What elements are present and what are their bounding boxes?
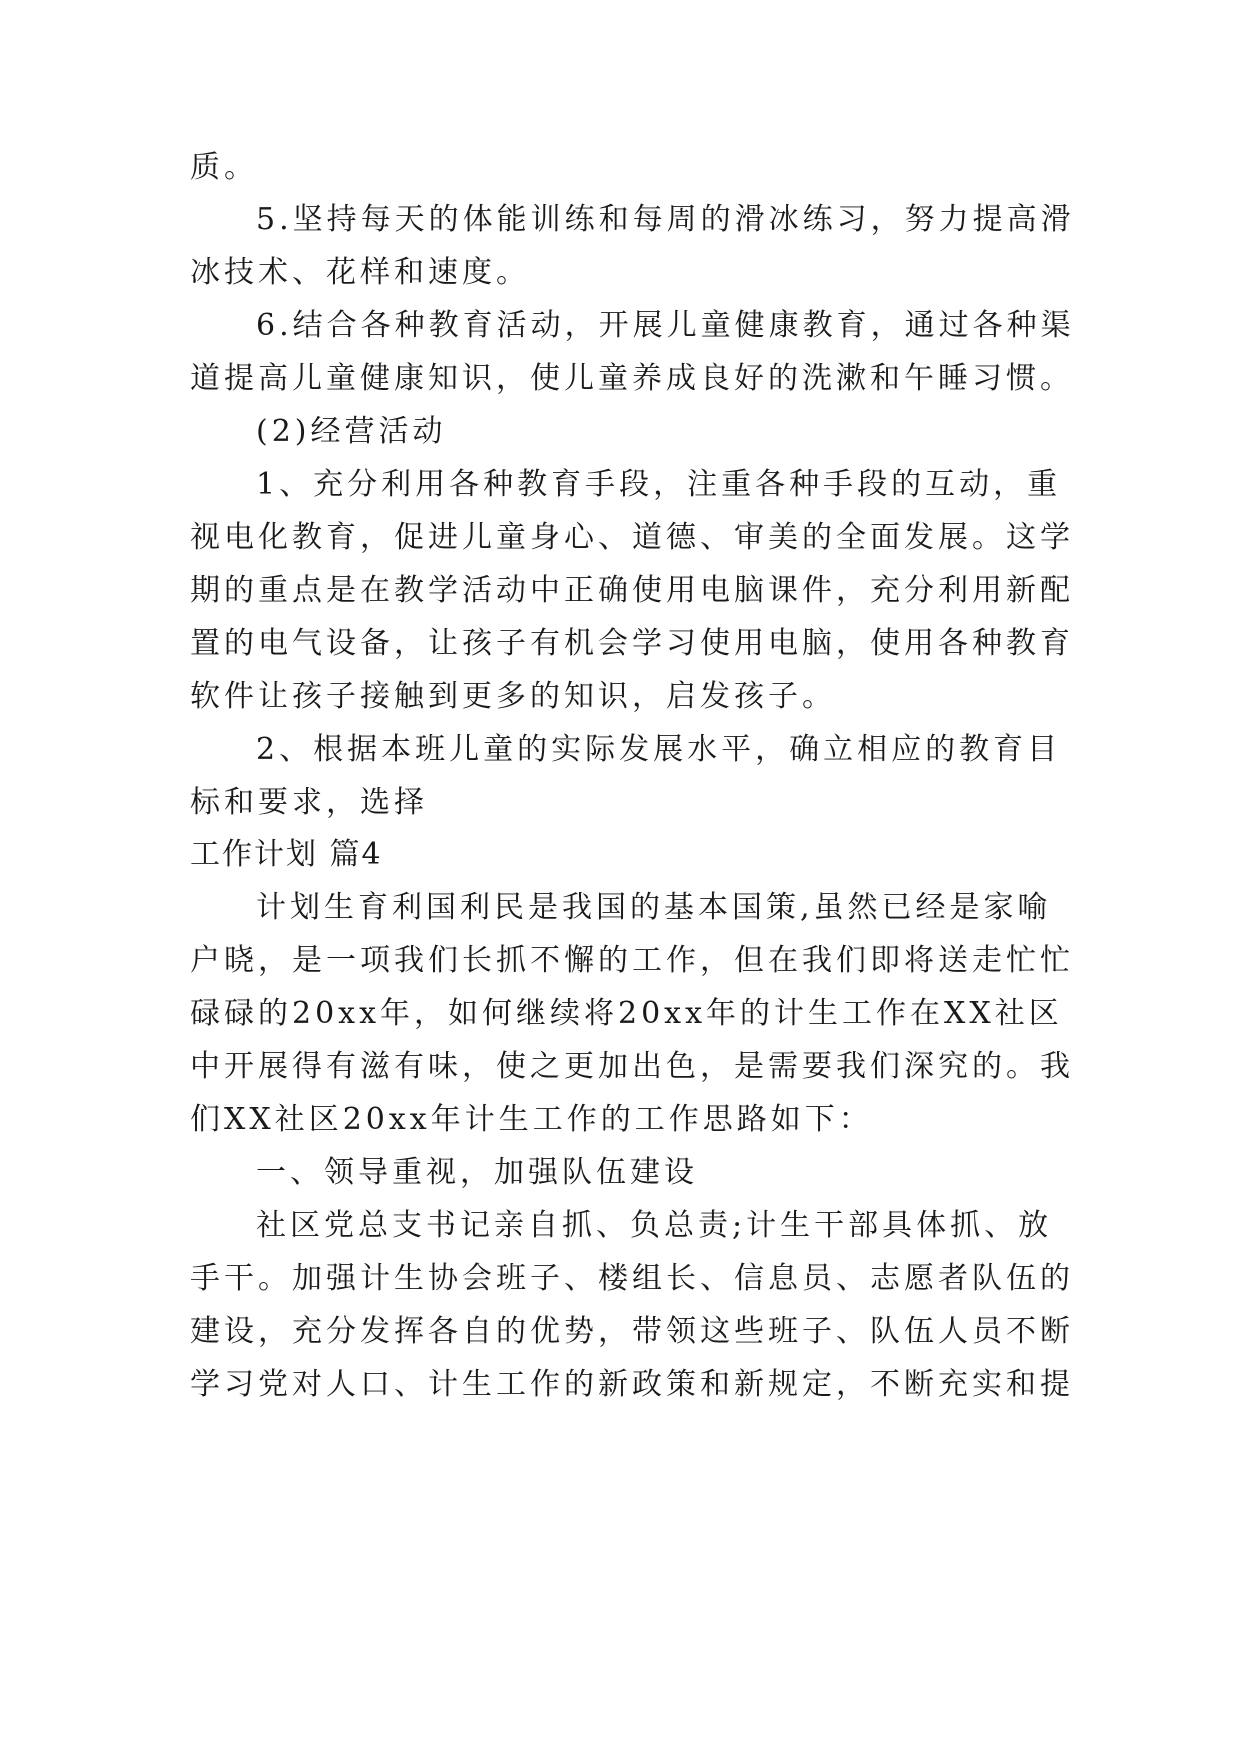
text-line: 手干。加强计生协会班子、楼组长、信息员、志愿者队伍的 — [190, 1261, 1074, 1296]
text-line: 2、根据本班儿童的实际发展水平，确立相应的教育目 — [256, 732, 1062, 767]
text-line: 中开展得有滋有味，使之更加出色，是需要我们深究的。我 — [190, 1049, 1074, 1084]
text-line: 道提高儿童健康知识，使儿童养成良好的洗漱和午睡习惯。 — [190, 361, 1074, 396]
text-line: 学习党对人口、计生工作的新政策和新规定，不断充实和提 — [190, 1367, 1074, 1402]
text-line: 1、充分利用各种教育手段，注重各种手段的互动，重 — [256, 467, 1062, 502]
chapter-title: 工作计划 篇4 — [190, 837, 383, 872]
text-line: 建设，充分发挥各自的优势，带领这些班子、队伍人员不断 — [190, 1314, 1074, 1349]
text-line: 视电化教育，促进儿童身心、道德、审美的全面发展。这学 — [190, 520, 1074, 555]
text-line: 户晓，是一项我们长抓不懈的工作，但在我们即将送走忙忙 — [190, 943, 1074, 978]
text-line: 标和要求，选择 — [190, 785, 428, 820]
text-line: 质。 — [190, 150, 258, 185]
text-line: 软件让孩子接触到更多的知识，启发孩子。 — [190, 679, 836, 714]
text-line: 期的重点是在教学活动中正确使用电脑课件，充分利用新配 — [190, 573, 1074, 608]
text-line: 冰技术、花样和速度。 — [190, 255, 530, 290]
text-line: 5.坚持每天的体能训练和每周的滑冰练习，努力提高滑 — [256, 202, 1075, 237]
text-line: 碌碌的20xx年，如何继续将20xx年的计生工作在XX社区 — [190, 996, 1063, 1031]
text-line: 们XX社区20xx年计生工作的工作思路如下： — [190, 1102, 873, 1137]
section-heading: (2)经营活动 — [256, 414, 447, 449]
text-line: 社区党总支书记亲自抓、负总责;计生干部具体抓、放 — [256, 1208, 1053, 1243]
section-heading: 一、领导重视，加强队伍建设 — [256, 1155, 698, 1190]
text-line: 置的电气设备，让孩子有机会学习使用电脑，使用各种教育 — [190, 626, 1074, 661]
text-line: 计划生育利国利民是我国的基本国策,虽然已经是家喻 — [256, 890, 1052, 925]
text-line: 6.结合各种教育活动，开展儿童健康教育，通过各种渠 — [256, 308, 1075, 343]
